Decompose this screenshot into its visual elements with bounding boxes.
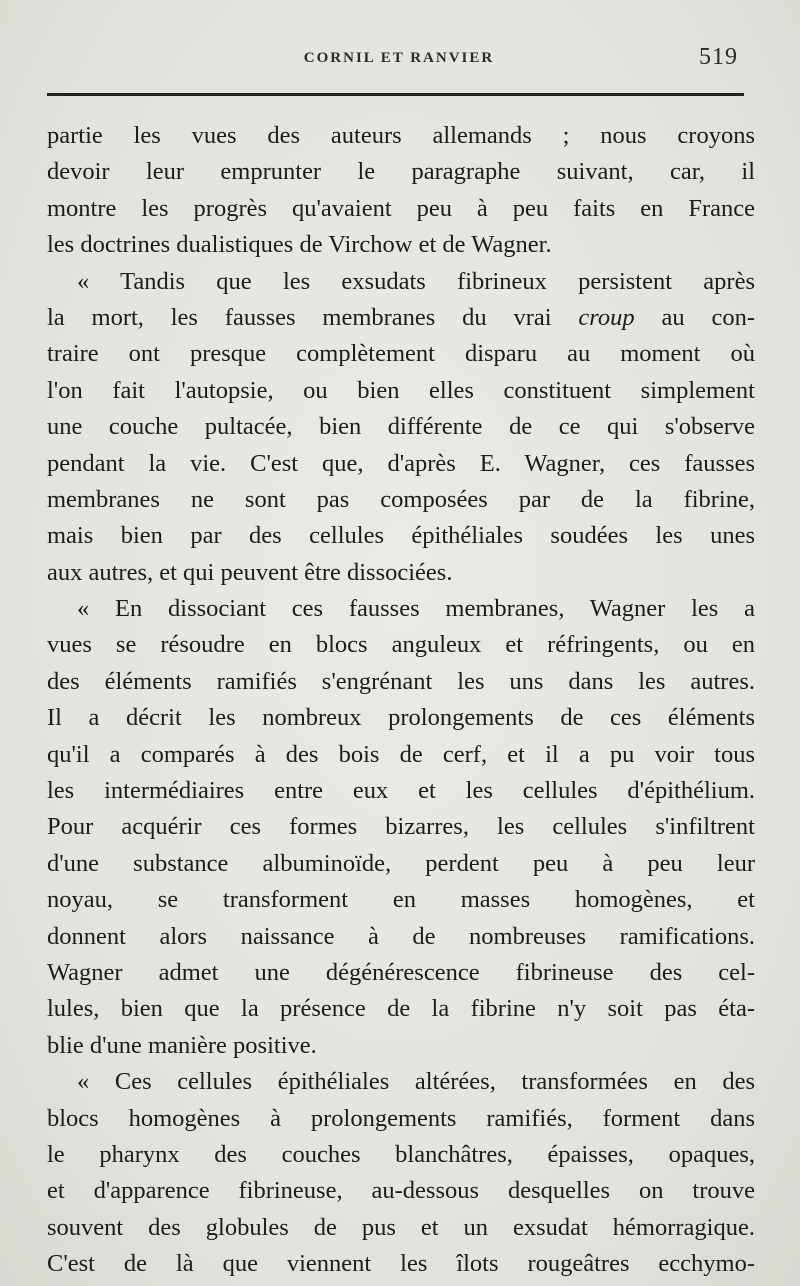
text-line: le pharynx des couches blanchâtres, épaisses, opaques, [47,1140,755,1168]
text-line: mais bien par des cellules épithéliales soudées les unes [47,522,755,550]
text-line: donnent alors naissance à de nombreuses ramifications. [47,922,755,950]
text-line: « Tandis que les exsudats fibrineux persistent après [77,267,755,295]
text-line: noyau, se transforment en masses homogènes, et [47,886,755,914]
text-line: « Ces cellules épithéliales altérées, transformées en des [77,1068,755,1096]
emphasis: croup [578,303,635,331]
text-line: et d'apparence fibrineuse, au-dessous desquelles on trouve [47,1177,755,1205]
text-line: partie les vues des auteurs allemands ; nous croyons [47,122,755,149]
text-line: pendant la vie. C'est que, d'après E. Wagner, ces fausses [47,449,755,477]
text-line: blie d'une manière positive. [47,1031,317,1059]
text-line: vues se résoudre en blocs anguleux et réfringents, ou en [47,631,755,659]
header-rule [47,93,744,96]
text-line: souvent des globules de pus et un exsudat hémorragique. [47,1213,755,1241]
page-header [48,44,750,76]
text-line: l'on fait l'autopsie, ou bien elles constituent simplement [47,376,755,404]
text-line: les doctrines dualistiques de Virchow et de Wagner. [47,231,552,259]
text-line: lules, bien que la présence de la fibrine n'y soit pas éta- [47,995,755,1023]
text-line: des éléments ramifiés s'engrénant les uns dans les autres. [47,667,755,695]
text-line: qu'il a comparés à des bois de cerf, et il a pu voir tous [47,740,755,768]
text-line: les intermédiaires entre eux et les cellules d'épithélium. [47,777,755,805]
text-line: la mort, les fausses membranes du vrai croup au con- [47,303,755,331]
text-line: devoir leur emprunter le paragraphe suivant, car, il [47,158,755,186]
text-line: Pour acquérir ces formes bizarres, les cellules s'infiltrent [47,813,755,841]
text-line: aux autres, et qui peuvent être dissociées. [47,558,453,586]
running-head: CORNIL ET RANVIER [303,50,495,66]
page-number: 519 [699,44,738,70]
text-line: montre les progrès qu'avaient peu à peu faits en France [47,194,755,222]
text-line: « En dissociant ces fausses membranes, Wagner les a [77,595,755,623]
text-line: Il a décrit les nombreux prolongements de ces éléments [47,704,755,732]
text-line: C'est de là que viennent les îlots rougeâtres ecchymo- [47,1250,755,1278]
text-line: blocs homogènes à prolongements ramifiés, forment dans [47,1104,755,1132]
text-line: une couche pultacée, bien différente de ce qui s'observe [47,413,755,441]
text-line: membranes ne sont pas composées par de la fibrine, [47,485,755,513]
text-line: Wagner admet une dégénérescence fibrineuse des cel- [47,958,755,986]
text-line: d'une substance albuminoïde, perdent peu à peu leur [47,849,755,877]
body-text [47,118,755,1283]
text-line: traire ont presque complètement disparu au moment où [47,340,755,368]
